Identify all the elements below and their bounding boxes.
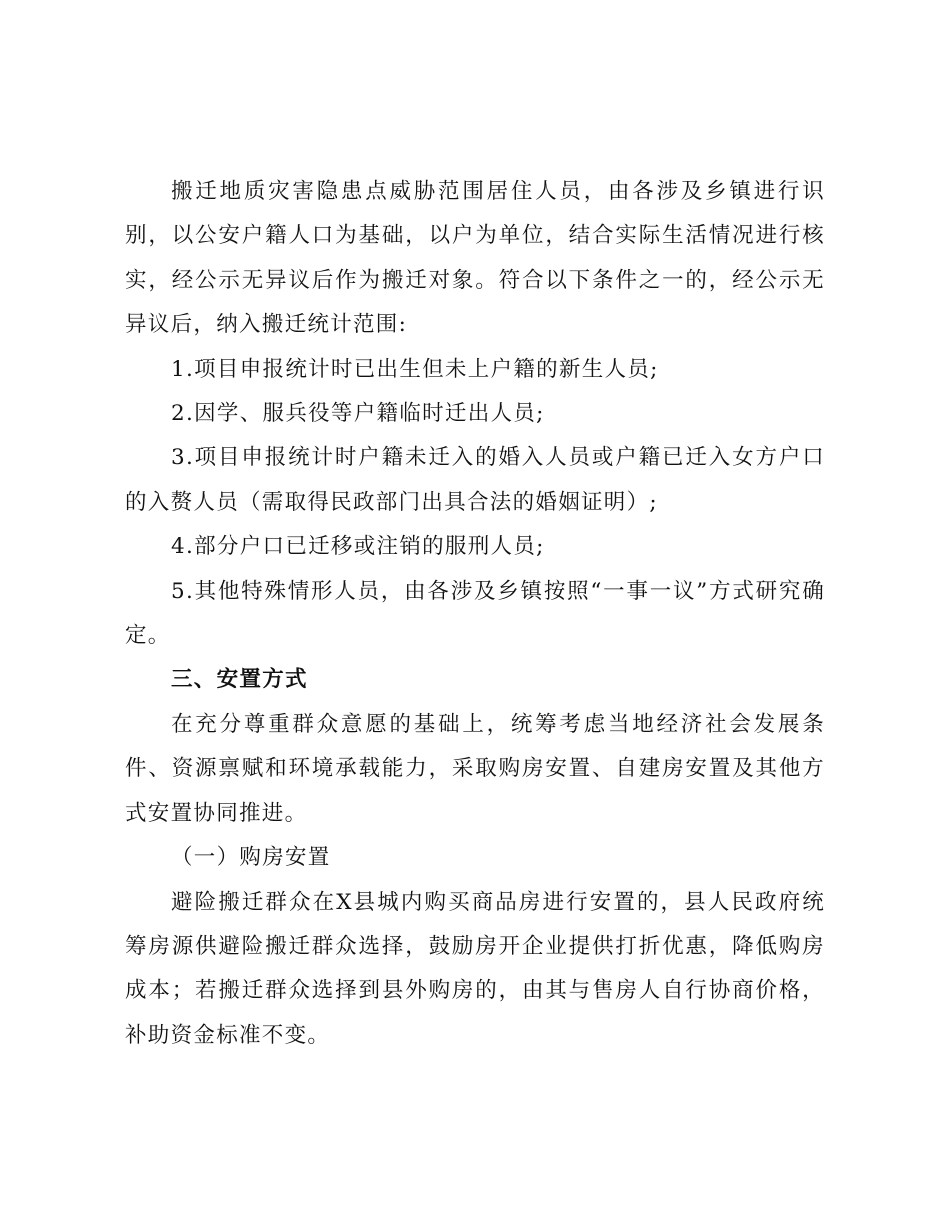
subsection-heading-purchase: （一）购房安置 — [171, 845, 331, 871]
section-heading-resettlement: 三、安置方式 — [171, 667, 308, 693]
condition-item-1: 1.项目申报统计时已出生但未上户籍的新生人员; — [171, 356, 659, 382]
condition-item-5: 5.其他特殊情形人员，由各涉及乡镇按照“一事一议”方式研究确定。 — [125, 578, 825, 649]
paragraph-resettlement-overview: 在充分尊重群众意愿的基础上，统筹考虑当地经济社会发展条件、资源禀赋和环境承载能力，采取购房安置、自建房安置及其他方式安置协同推进。 — [125, 711, 825, 826]
condition-item-4: 4.部分户口已迁移或注销的服刑人员; — [171, 534, 545, 560]
paragraph-relocation-targets: 搬迁地质灾害隐患点威胁范围居住人员，由各涉及乡镇进行识别，以公安户籍人口为基础，以户为单位，结合实际生活情况进行核实，经公示无异议后作为搬迁对象。符合以下条件之一的，经公示无异议后，纳入搬迁统计范围: — [125, 179, 825, 338]
condition-item-2: 2.因学、服兵役等户籍临时迁出人员; — [171, 401, 545, 427]
condition-item-3: 3.项目申报统计时户籍未迁入的婚入人员或户籍已迁入女方户口的入赘人员（需取得民政部门出具合法的婚姻证明）; — [125, 445, 825, 515]
document-body — [125, 170, 825, 1058]
paragraph-purchase-resettlement: 避险搬迁群众在X县城内购买商品房进行安置的，县人民政府统筹房源供避险搬迁群众选择，鼓励房开企业提供打折优惠，降低购房成本；若搬迁群众选择到县外购房的，由其与售房人自行协商价格，补助资金标准不变。 — [125, 889, 825, 1048]
